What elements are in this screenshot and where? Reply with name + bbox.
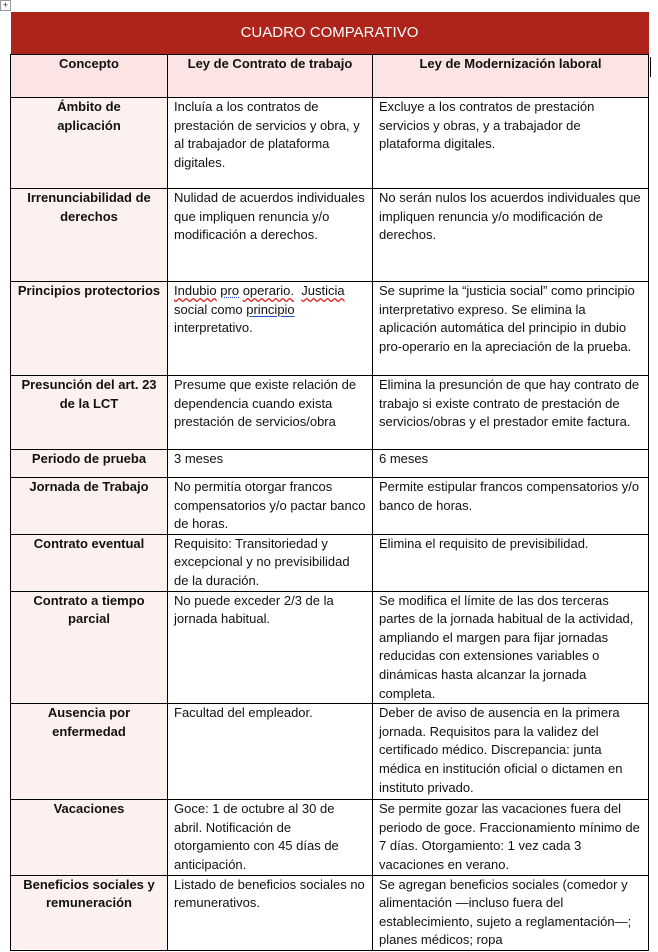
header-lct[interactable]: Ley de Contrato de trabajo (168, 55, 373, 98)
concept-cell[interactable]: Irrenunciabilidad de derechos (11, 189, 168, 282)
table-row (11, 98, 649, 189)
lct-cell[interactable]: Incluía a los contratos de prestación de servicios y obra, y al trabajador de plataforma digitales. (168, 98, 373, 189)
table-row (11, 478, 649, 535)
lml-cell[interactable]: Se suprime la “justicia social” como principio interpretativo expreso. Se elimina la aplicación automática del principio in dubio pro-operario en la apreciación de la prueba. (373, 282, 649, 376)
lct-cell[interactable]: 3 meses (168, 450, 373, 478)
title-row (11, 12, 649, 55)
concept-cell[interactable]: Jornada de Trabajo (11, 478, 168, 535)
lct-cell[interactable]: Facultad del empleador. (168, 704, 373, 800)
table-row (11, 189, 649, 282)
table-row (11, 450, 649, 478)
lct-cell[interactable]: Goce: 1 de octubre al 30 de abril. Notificación de otorgamiento con 45 días de anticipación. (168, 800, 373, 875)
lml-cell[interactable]: 6 meses (373, 450, 649, 478)
concept-cell[interactable]: Contrato eventual (11, 534, 168, 591)
table-title[interactable]: CUADRO COMPARATIVO (11, 12, 649, 55)
concept-cell[interactable]: Presunción del art. 23 de la LCT (11, 376, 168, 450)
lml-cell[interactable]: No serán nulos los acuerdos individuales que impliquen renuncia y/o modificación de derechos. (373, 189, 649, 282)
header-concepto[interactable]: Concepto (11, 55, 168, 98)
table-row (11, 376, 649, 450)
table-row (11, 875, 649, 950)
concept-cell[interactable]: Vacaciones (11, 800, 168, 875)
table-row (11, 591, 649, 704)
lml-cell[interactable]: Se modifica el límite de las dos terceras partes de la jornada habitual de la actividad, ampliando el margen para fijar jornadas reducidas con extensiones variables o dinámicas hasta alcanzar la jornada completa. (373, 591, 649, 704)
concept-cell[interactable]: Ausencia por enfermedad (11, 704, 168, 800)
lml-cell[interactable]: Elimina el requisito de previsibilidad. (373, 534, 649, 591)
lml-cell[interactable]: Se agregan beneficios sociales (comedor y alimentación —incluso fuera del establecimiento, sujeto a reglamentación—; planes médicos; ropa (373, 875, 649, 950)
lml-cell[interactable]: Excluye a los contratos de prestación servicios y obras, y a trabajador de plataforma digitales. (373, 98, 649, 189)
lml-cell[interactable]: Deber de aviso de ausencia en la primera jornada. Requisitos para la validez del certificado médico. Discrepancia: junta médica en institución oficial o dictamen en instituto privado. (373, 704, 649, 800)
table-row (11, 800, 649, 875)
lct-cell[interactable]: Indubio pro operario. Justicia social como principio interpretativo. (168, 282, 373, 376)
grammar-word[interactable]: pro (220, 283, 240, 298)
spellcheck-word[interactable]: Indubio (174, 283, 217, 298)
spellcheck-word[interactable]: operario. (242, 283, 295, 298)
comparison-table (10, 12, 649, 951)
concept-cell[interactable]: Contrato a tiempo parcial (11, 591, 168, 704)
table-row (11, 704, 649, 800)
concept-cell[interactable]: Beneficios sociales y remuneración (11, 875, 168, 950)
header-row (11, 55, 649, 98)
concept-cell[interactable]: Ámbito de aplicación (11, 98, 168, 189)
table-row (11, 534, 649, 591)
table-row (11, 282, 649, 376)
lml-cell[interactable]: Se permite gozar las vacaciones fuera del periodo de goce. Fraccionamiento mínimo de 7 días. Otorgamiento: 1 vez cada 3 vacaciones en verano. (373, 800, 649, 875)
lct-cell[interactable]: No puede exceder 2/3 de la jornada habitual. (168, 591, 373, 704)
lct-cell[interactable]: Presume que existe relación de dependencia cuando exista prestación de servicios/obra (168, 376, 373, 450)
lct-cell[interactable]: Nulidad de acuerdos individuales que impliquen renuncia y/o modificación a derechos. (168, 189, 373, 282)
lml-cell[interactable]: Elimina la presunción de que hay contrato de trabajo si existe contrato de prestación de servicios/obras y el prestador emite factura. (373, 376, 649, 450)
concept-cell[interactable]: Principios protectorios (11, 282, 168, 376)
concept-cell[interactable]: Periodo de prueba (11, 450, 168, 478)
text-cursor (650, 57, 651, 77)
spellcheck-word[interactable]: Justicia (301, 283, 345, 298)
lml-cell[interactable]: Permite estipular francos compensatorios y/o banco de horas. (373, 478, 649, 535)
header-lml[interactable]: Ley de Modernización laboral (373, 55, 649, 98)
table-move-handle-icon[interactable]: + (0, 0, 11, 11)
grammar-word[interactable]: principio (246, 301, 295, 317)
lct-cell[interactable]: No permitía otorgar francos compensatorios y/o pactar banco de horas. (168, 478, 373, 535)
lct-cell[interactable]: Requisito: Transitoriedad y excepcional y no previsibilidad de la duración. (168, 534, 373, 591)
lct-cell[interactable]: Listado de beneficios sociales no remunerativos. (168, 875, 373, 950)
